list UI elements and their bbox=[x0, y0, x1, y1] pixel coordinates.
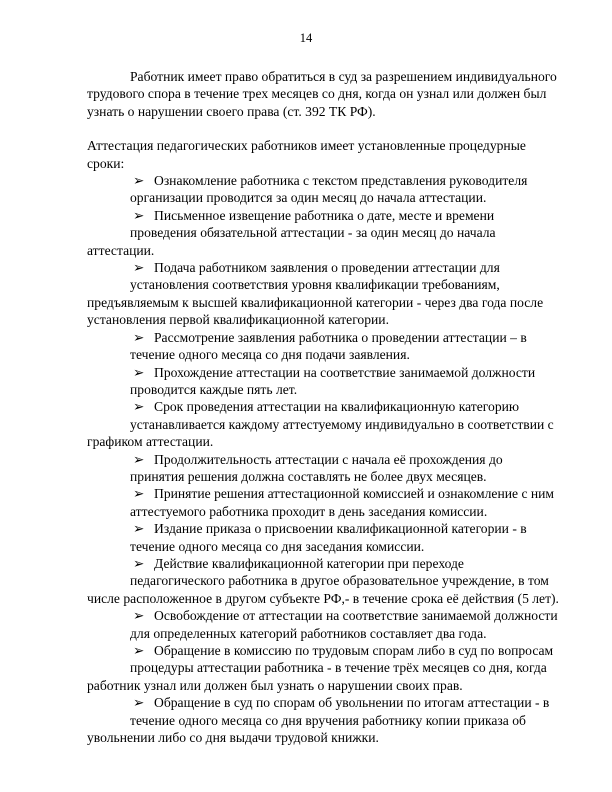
list-item-first-line: Подача работником заявления о проведении аттестации для bbox=[154, 260, 500, 276]
intro-paragraph: Работник имеет право обратиться в суд за разрешением индивидуального трудового спора в течение трех месяцев со дня, когда он узнал или должен был узнать о нарушении своего права (ст. 392 ТК РФ). bbox=[87, 69, 557, 119]
list-item-continuation: организации проводится за один месяц до начала аттестации. bbox=[130, 190, 487, 206]
list-item-first-line: Действие квалификационной категории при переходе bbox=[154, 555, 464, 571]
page-number: 14 bbox=[299, 31, 313, 45]
list-item: ➢ Принятие решения аттестационной комиссией и ознакомление с ним аттестуемого работника проходит в день заседания комиссии. bbox=[87, 485, 559, 520]
list-item-first-line: Обращение в комиссию по трудовым спорам либо в суд по вопросам bbox=[154, 643, 554, 658]
list-item-first-line: Рассмотрение заявления работника о проведении аттестации – в bbox=[154, 329, 527, 345]
list-item-first-line: Продолжительность аттестации с начала её прохождения до bbox=[154, 451, 503, 467]
list-item-first-line: Издание приказа о присвоении квалификационной категории - в bbox=[154, 521, 527, 537]
list-item-first-line: Прохождение аттестации на соответствие занимаемой должности bbox=[154, 364, 536, 380]
list-item: ➢ Подача работником заявления о проведении аттестации для установления соответствия уровня квалификации требованиям, предъявляемым к высшей квалификационной категории - через два года после установления первой квалификационной категории. bbox=[87, 259, 559, 329]
list-item-first-line: Ознакомление работника с текстом представления руководителя bbox=[154, 173, 528, 189]
list-item-continuation: проводится каждые пять лет. bbox=[130, 381, 298, 397]
list-item-first-line: Освобождение от аттестации на соответствие занимаемой должности bbox=[154, 608, 558, 624]
list-item-continuation: аттестуемого работника проходит в день заседания комиссии. bbox=[130, 503, 488, 519]
list-item: ➢ Письменное извещение работника о дате, месте и времени проведения обязательной аттестации - за один месяц до начала аттестации. bbox=[87, 207, 559, 259]
list-item-continuation: для определенных категорий работников составляет два года. bbox=[130, 625, 487, 641]
list-item: ➢ Продолжительность аттестации с начала её прохождения до принятия решения должна составлять не более двух месяцев. bbox=[87, 451, 559, 486]
list-item: ➢ Обращение в суд по спорам об увольнении по итогам аттестации - в течение одного месяца со дня вручения работнику копии приказа об увольнении либо со дня выдачи трудовой книжки. bbox=[87, 694, 559, 746]
list-item-continuation: установления соответствия уровня квалификации требованиям, предъявляемым к высшей квалификационной категории - через два года после установления первой квалификационной категории. bbox=[87, 277, 544, 328]
list-item: ➢ Срок проведения аттестации на квалификационную категорию устанавливается каждому аттестуемому индивидуально в соответствии с графиком аттестации. bbox=[87, 398, 559, 450]
list-item: ➢ Издание приказа о присвоении квалификационной категории - в течение одного месяца со дня заседания комиссии. bbox=[87, 520, 559, 555]
list-item-continuation: проведения обязательной аттестации - за один месяц до начала аттестации. bbox=[87, 225, 496, 258]
list-item: ➢ Рассмотрение заявления работника о проведении аттестации – в течение одного месяца со дня подачи заявления. bbox=[87, 329, 559, 364]
list-item-continuation: процедуры аттестации работника - в течение трёх месяцев со дня, когда работник узнал или должен был узнать о нарушении своих прав. bbox=[87, 660, 547, 693]
list-item-first-line: Письменное извещение работника о дате, месте и времени bbox=[154, 207, 495, 223]
list-item-continuation: течение одного месяца со дня вручения работнику копии приказа об увольнении либо со дня выдачи трудовой книжки. bbox=[87, 712, 526, 746]
list-item-first-line: Обращение в суд по спорам об увольнении по итогам аттестации - в bbox=[154, 695, 550, 711]
list-item-continuation: течение одного месяца со дня заседания комиссии. bbox=[130, 538, 425, 554]
list-item-continuation: педагогического работника в другое образовательное учреждение, в том числе расположенное в другом субъекте РФ,- в течение срока её действия (5 лет). bbox=[87, 573, 559, 606]
section-heading: Аттестация педагогических работников имеет установленные процедурные сроки: bbox=[87, 138, 526, 171]
list-item: ➢ Освобождение от аттестации на соответствие занимаемой должности для определенных категорий работников составляет два года. bbox=[87, 607, 559, 642]
list-item: ➢ Обращение в комиссию по трудовым спорам либо в суд по вопросам процедуры аттестации работника - в течение трёх месяцев со дня, когда работник узнал или должен был узнать о нарушении своих прав. bbox=[87, 642, 559, 694]
list-item-continuation: течение одного месяца со дня подачи заявления. bbox=[130, 347, 410, 363]
list-item-first-line: Принятие решения аттестационной комиссией и ознакомление с ним bbox=[154, 486, 555, 502]
deadline-list bbox=[87, 172, 559, 746]
list-item-first-line: Срок проведения аттестации на квалификационную категорию bbox=[154, 399, 520, 415]
list-item-continuation: устанавливается каждому аттестуемому индивидуально в соответствии с графиком аттестации. bbox=[87, 416, 554, 450]
document-body bbox=[87, 68, 559, 746]
list-item: ➢ Действие квалификационной категории при переходе педагогического работника в другое образовательное учреждение, в том числе расположенное в другом субъекте РФ,- в течение срока её действия (5 лет). bbox=[87, 555, 559, 606]
list-item: ➢ Ознакомление работника с текстом представления руководителя организации проводится за один месяц до начала аттестации. bbox=[87, 172, 559, 207]
list-item-continuation: принятия решения должна составлять не более двух месяцев. bbox=[130, 468, 487, 484]
list-item: ➢ Прохождение аттестации на соответствие занимаемой должности проводится каждые пять лет. bbox=[87, 364, 559, 399]
